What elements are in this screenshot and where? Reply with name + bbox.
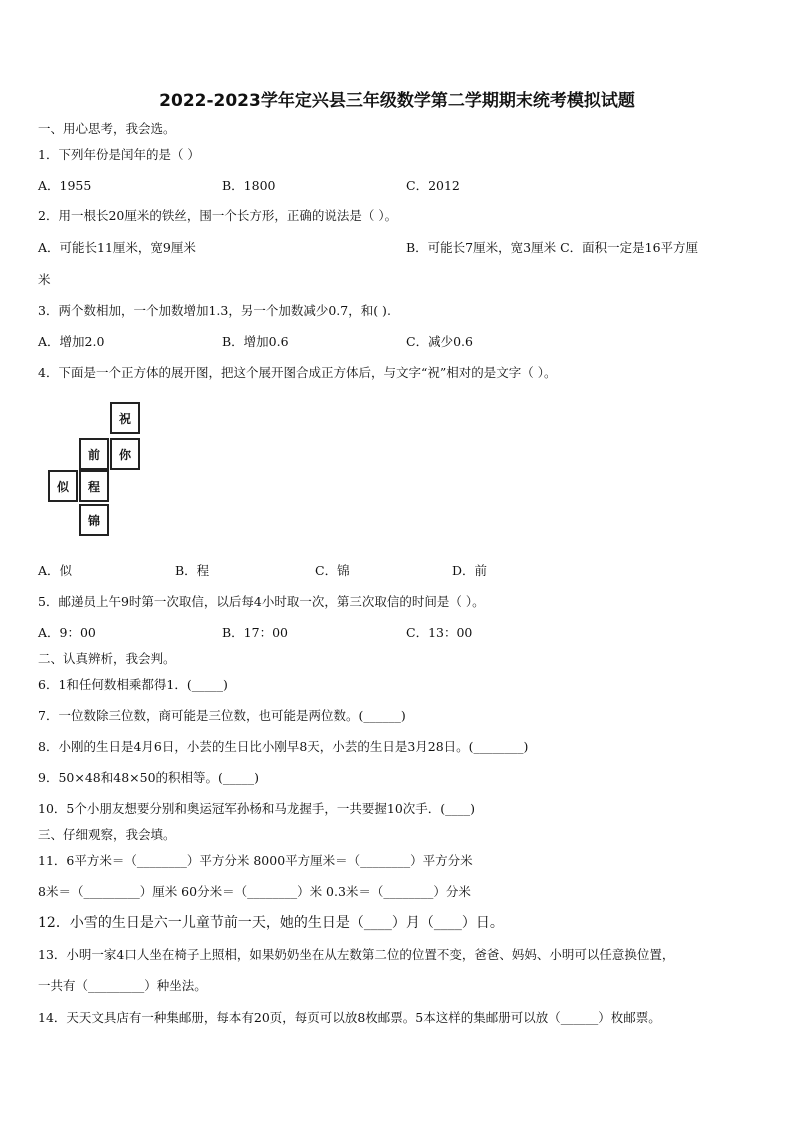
question-2-option-a: A．可能长11厘米，宽9厘米 [38, 240, 196, 255]
question-2-continuation: 米 [38, 272, 51, 287]
cube-face-si: 似 [48, 470, 78, 502]
question-3-option-c: C．减少0.6 [406, 334, 473, 349]
cube-net-figure [44, 402, 154, 538]
question-8: 8．小刚的生日是4月6日，小芸的生日比小刚早8天，小芸的生日是3月28日。(________) [38, 739, 529, 754]
question-1-option-c: C．2012 [406, 178, 460, 193]
question-10: 10．5个小朋友想要分别和奥运冠军孙杨和马龙握手，一共要握10次手．(____) [38, 801, 476, 816]
question-2-option-bc: B．可能长7厘米，宽3厘米 C．面积一定是16平方厘 [406, 240, 699, 255]
question-13-line-2: 一共有（_________）种坐法。 [38, 978, 207, 993]
question-3-option-b: B．增加0.6 [222, 334, 289, 349]
question-5-option-a: A．9：00 [38, 625, 96, 640]
question-13-line-1: 13．小明一家4口人坐在椅子上照相，如果奶奶坐在从左数第二位的位置不变，爸爸、妈妈、小明可以任意换位置， [38, 947, 675, 962]
section-heading-3: 三、仔细观察，我会填。 [38, 827, 176, 842]
question-14: 14．天天文具店有一种集邮册，每本有20页，每页可以放8枚邮票。5本这样的集邮册可以放（______）枚邮票。 [38, 1010, 661, 1025]
cube-face-cheng: 程 [79, 470, 109, 502]
section-heading-2: 二、认真辨析，我会判。 [38, 651, 176, 666]
question-2-stem: 2．用一根长20厘米的铁丝，围一个长方形，正确的说法是（ ）。 [38, 208, 398, 223]
question-6: 6．1和任何数相乘都得1．(_____) [38, 677, 228, 692]
question-3-option-a: A．增加2.0 [38, 334, 105, 349]
page-title: 2022-2023学年定兴县三年级数学第二学期期末统考模拟试题 [159, 91, 635, 111]
question-11-line-1: 11．6平方米＝（________）平方分米 8000平方厘米＝（________）平方分米 [38, 853, 473, 868]
cube-face-qian: 前 [79, 438, 109, 470]
question-1-option-b: B．1800 [222, 178, 276, 193]
cube-face-zhu: 祝 [110, 402, 140, 434]
question-9: 9．50×48和48×50的积相等。(_____) [38, 770, 260, 785]
question-1-stem: 1．下列年份是闰年的是（ ） [38, 147, 200, 162]
question-4-option-b: B．程 [175, 563, 210, 578]
question-12: 12．小雪的生日是六一儿童节前一天，她的生日是（____）月（____）日。 [38, 915, 504, 931]
question-5-option-c: C．13：00 [406, 625, 473, 640]
question-3-stem: 3．两个数相加，一个加数增加1.3，另一个加数减少0.7，和( ). [38, 303, 391, 318]
question-5-option-b: B．17：00 [222, 625, 288, 640]
question-4-option-d: D．前 [452, 563, 488, 578]
question-1-option-a: A．1955 [38, 178, 92, 193]
question-11-line-2: 8米＝（_________）厘米 60分米＝（________）米 0.3米＝（________）分米 [38, 884, 471, 899]
section-heading-1: 一、用心思考，我会选。 [38, 121, 176, 136]
cube-face-ni: 你 [110, 438, 140, 470]
cube-face-jin: 锦 [79, 504, 109, 536]
question-7: 7．一位数除三位数，商可能是三位数，也可能是两位数。(______) [38, 708, 406, 723]
question-5-stem: 5．邮递员上午9时第一次取信，以后每4小时取一次，第三次取信的时间是（ ）。 [38, 594, 485, 609]
question-4-option-a: A．似 [38, 563, 73, 578]
question-4-option-c: C．锦 [315, 563, 350, 578]
question-4-stem: 4．下面是一个正方体的展开图，把这个展开图合成正方体后，与文字“祝”相对的是文字（ ）。 [38, 365, 557, 380]
